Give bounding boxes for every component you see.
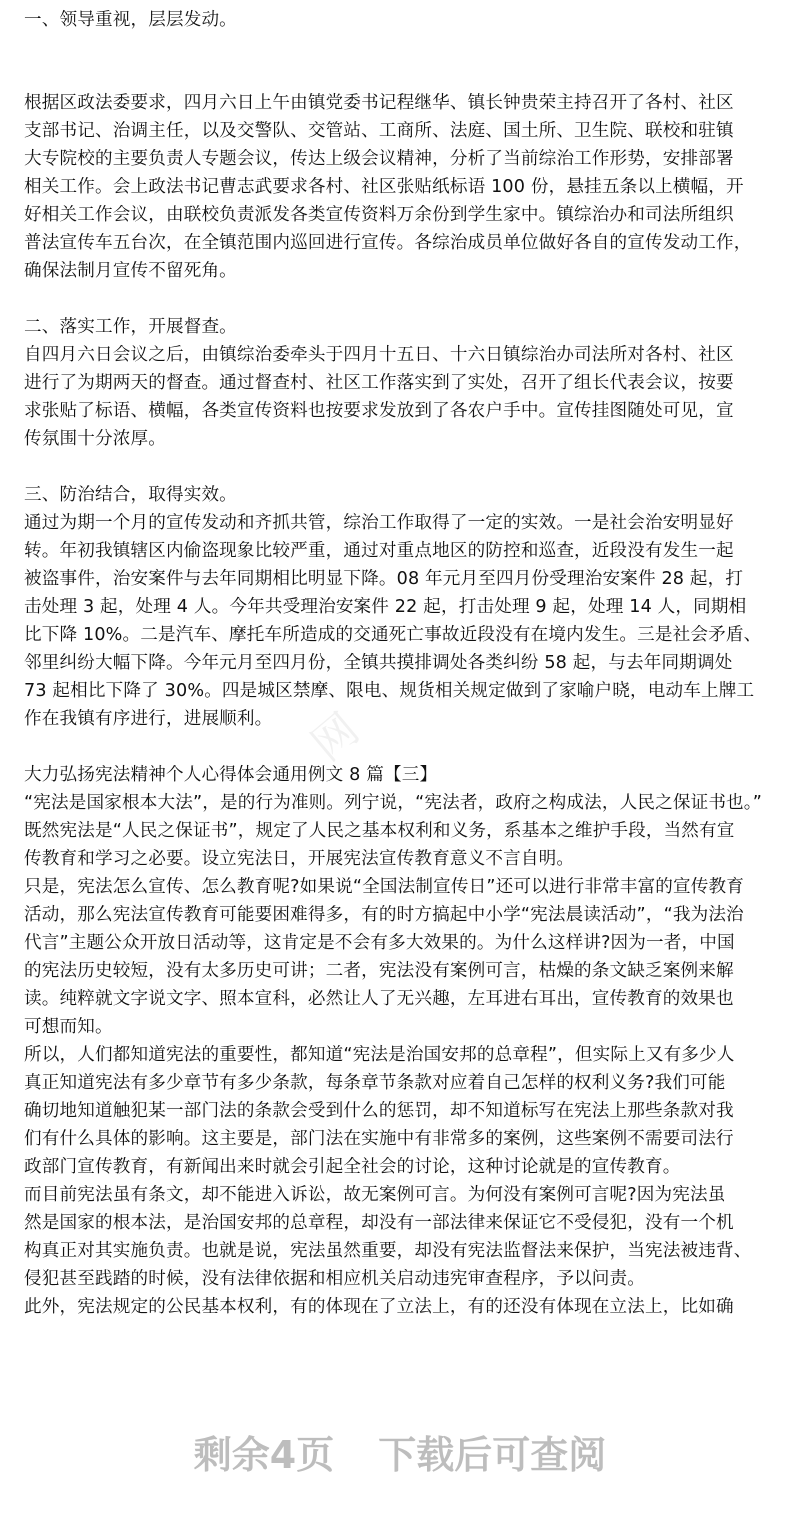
paragraph-line: 读。纯粹就文字说文字、照本宣科，必然让人了无兴趣，左耳进右耳出，宣传教育的效果也 [24,989,734,1009]
paragraph-line: 代言”主题公众开放日活动等，这肯定是不会有多大效果的。为什么这样讲?因为一者，中国 [24,933,735,953]
paragraph-line: 此外，宪法规定的公民基本权利，有的体现在了立法上，有的还没有体现在立法上，比如确 [24,1297,734,1317]
paragraph-line: 作在我镇有序进行，进展顺利。 [24,709,273,729]
paragraph-line: 只是，宪法怎么宣传、怎么教育呢?如果说“全国法制宣传日”还可以进行非常丰富的宣传教育 [24,877,745,897]
download-prompt[interactable] [0,1425,800,1485]
paragraph-line: 们有什么具体的影响。这主要是，部门法在实施中有非常多的案例，这些案例不需要司法行 [24,1129,734,1149]
paragraph-line: 活动，那么宪法宣传教育可能要困难得多，有的时方搞起中小学“宪法晨读活动”，“我为法治 [24,905,744,925]
section-heading-1: 一、领导重视，层层发动。 [24,10,237,30]
paragraph-line: 确保法制月宣传不留死角。 [24,261,237,281]
paragraph-line: 确切地知道触犯某一部门法的条款会受到什么的惩罚，却不知道标写在宪法上那些条款对我 [24,1101,734,1121]
paragraph-line: 而目前宪法虽有条文，却不能进入诉讼，故无案例可言。为何没有案例可言呢?因为宪法虽 [24,1185,726,1205]
paragraph-line: 比下降 10%。二是汽车、摩托车所造成的交通死亡事故近段没有在境内发生。三是社会矛盾、 [24,625,762,645]
paragraph-line: 构真正对其实施负责。也就是说，宪法虽然重要，却没有宪法监督法来保护，当宪法被违背、 [24,1241,752,1261]
paragraph-line: 被盗事件，治安案件与去年同期相比明显下降。08 年元月至四月份受理治安案件 28 起，打 [24,569,744,589]
paragraph-line: “宪法是国家根本大法”，是的行为准则。列宁说，“宪法者，政府之构成法，人民之保证书也。” [24,793,763,813]
paragraph-line: 传教育和学习之必要。设立宪法日，开展宪法宣传教育意义不言自明。 [24,849,575,869]
section-heading-2: 二、落实工作，开展督查。 [24,317,237,337]
paragraph-line: 可想而知。 [24,1017,113,1037]
paragraph-line: 73 起相比下降了 30%。四是城区禁摩、限电、规货相关规定做到了家喻户晓，电动车上牌工 [24,681,755,701]
paragraph-line: 击处理 3 起，处理 4 人。今年共受理治安案件 22 起，打击处理 9 起，处理 14 人，同期相 [24,597,747,617]
paragraph-line: 既然宪法是“人民之保证书”，规定了人民之基本权利和义务，系基本之维护手段，当然有宣 [24,821,735,841]
section-heading-3: 三、防治结合，取得实效。 [24,485,237,505]
paragraph-line: 所以，人们都知道宪法的重要性，都知道“宪法是治国安邦的总章程”，但实际上又有多少人 [24,1045,735,1065]
watermark: 网 [302,699,374,772]
paragraph-line: 相关工作。会上政法书记曹志武要求各村、社区张贴纸标语 100 份，悬挂五条以上横幅，开 [24,177,744,197]
paragraph-line: 通过为期一个月的宣传发动和齐抓共管，综治工作取得了一定的实效。一是社会治安明显好 [24,513,734,533]
paragraph-line: 真正知道宪法有多少章节有多少条款，每条章节条款对应着自己怎样的权利义务?我们可能 [24,1073,726,1093]
paragraph-line: 邻里纠纷大幅下降。今年元月至四月份，全镇共摸排调处各类纠纷 58 起，与去年同期调处 [24,653,733,673]
paragraph-line: 政部门宣传教育，有新闻出来时就会引起全社会的讨论，这种讨论就是的宣传教育。 [24,1157,681,1177]
paragraph-line: 大专院校的主要负责人专题会议，传达上级会议精神，分析了当前综治工作形势，安排部署 [24,149,734,169]
paragraph-line: 求张贴了标语、横幅，各类宣传资料也按要求发放到了各农户手中。宣传挂图随处可见，宣 [24,401,734,421]
paragraph-line: 支部书记、治调主任，以及交警队、交管站、工商所、法庭、国土所、卫生院、联校和驻镇 [24,121,734,141]
paragraph-line: 进行了为期两天的督查。通过督查村、社区工作落实到了实处，召开了组长代表会议，按要 [24,373,734,393]
paragraph-line: 转。年初我镇辖区内偷盗现象比较严重，通过对重点地区的防控和巡查，近段没有发生一起 [24,541,734,561]
paragraph-line: 传氛围十分浓厚。 [24,429,166,449]
paragraph-line: 自四月六日会议之后，由镇综治委牵头于四月十五日、十六日镇综治办司法所对各村、社区 [24,345,734,365]
paragraph-line: 根据区政法委要求，四月六日上午由镇党委书记程继华、镇长钟贵荣主持召开了各村、社区 [24,93,734,113]
paragraph-line: 侵犯甚至践踏的时候，没有法律依据和相应机关启动违宪审查程序，予以问责。 [24,1269,646,1289]
paragraph-line: 的宪法历史较短，没有太多历史可讲；二者，宪法没有案例可言，枯燥的条文缺乏案例来解 [24,961,734,981]
paragraph-line: 好相关工作会议，由联校负责派发各类宣传资料万余份到学生家中。镇综治办和司法所组织 [24,205,734,225]
article-title: 大力弘扬宪法精神个人心得体会通用例文 8 篇【三】 [24,765,438,785]
paragraph-line: 普法宣传车五台次，在全镇范围内巡回进行宣传。各综治成员单位做好各自的宣传发动工作， [24,233,752,253]
download-to-view-label[interactable]: 下载后可查阅 [378,1433,607,1477]
remaining-pages-label: 剩余4页 [193,1433,335,1477]
paragraph-line: 然是国家的根本法，是治国安邦的总章程，却没有一部法律来保证它不受侵犯，没有一个机 [24,1213,734,1233]
